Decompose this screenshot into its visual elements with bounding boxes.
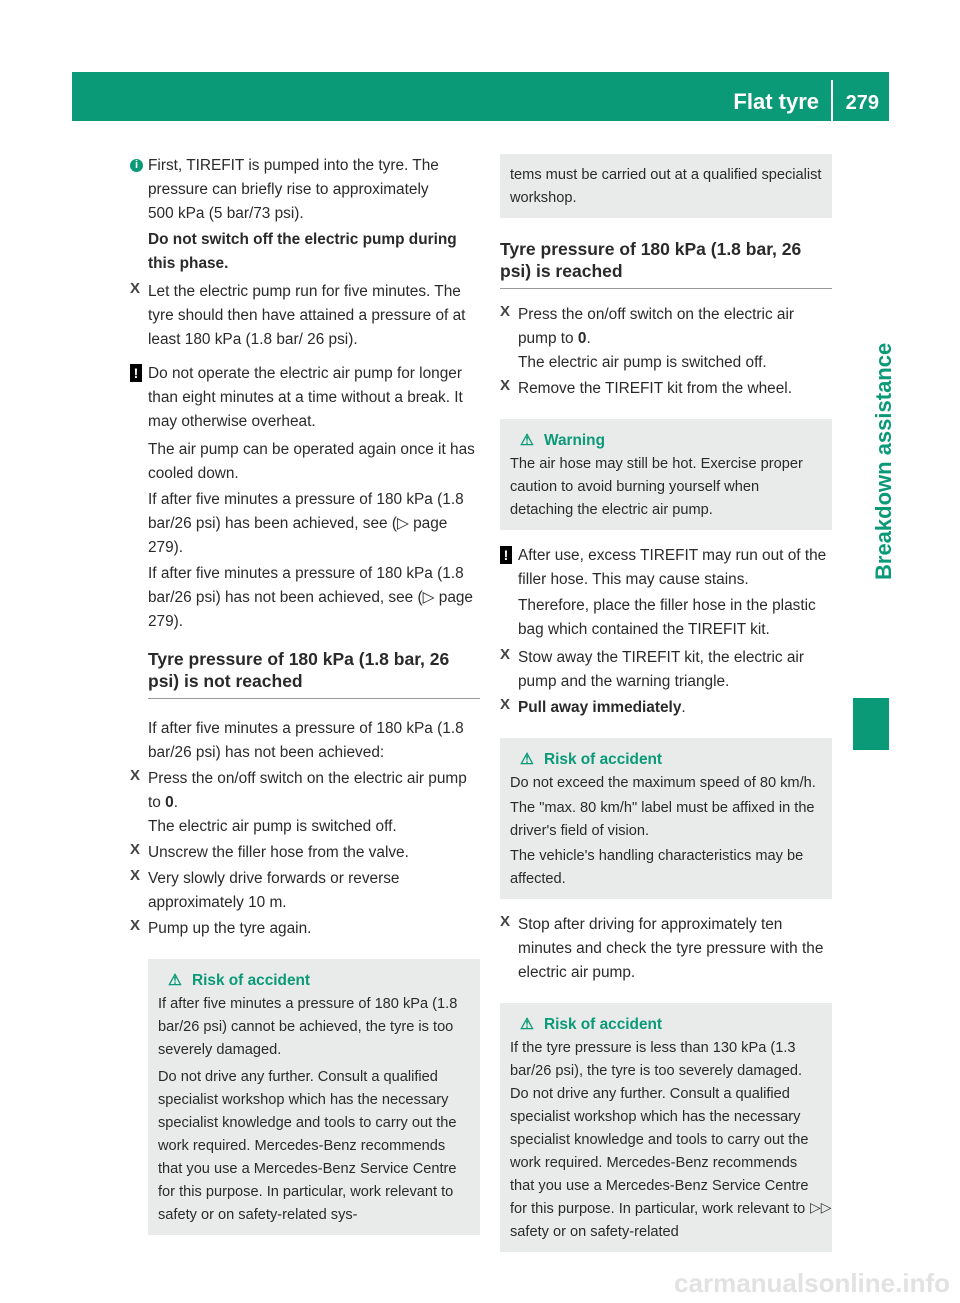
caution-text: Do not operate the electric air pump for longer than eight minutes at a time without a break. It may otherwise overheat.: [148, 365, 463, 430]
risk-box-header: [510, 1013, 824, 1037]
step-text: Press the on/off switch on the electric air pump to: [148, 770, 467, 811]
warning-box: [500, 419, 832, 530]
step-value: 0: [165, 794, 174, 811]
warning-triangle-icon: ⚠: [168, 972, 182, 989]
step-arrow-icon: X: [500, 913, 511, 930]
step-text: Stop after driving for approximately ten minutes and check the tyre pressure with the electric air pump.: [518, 916, 824, 981]
step-arrow-icon: X: [500, 696, 511, 713]
paragraph: If after five minutes a pressure of 180 kPa (1.8 bar/26 psi) has not been achieved, see (▷ page 279).: [148, 565, 473, 630]
step-item: [130, 917, 480, 941]
warning-box-text: The air hose may still be hot. Exercise proper caution to avoid burning yourself when detaching the electric air pump.: [510, 456, 803, 518]
warning-box-title: Warning: [544, 432, 605, 449]
step-item: [130, 841, 480, 865]
info-icon: i: [130, 159, 143, 172]
risk-box-text: The "max. 80 km/h" label must be affixed in the driver's field of vision.: [510, 800, 815, 839]
section-heading: Tyre pressure of 180 kPa (1.8 bar, 26 psi) is not reached: [148, 648, 480, 699]
step-value: 0: [577, 330, 587, 347]
risk-box-header: [158, 969, 472, 993]
step-item: [500, 377, 832, 401]
risk-box-title: Risk of accident: [192, 972, 311, 989]
step-text: Stow away the TIREFIT kit, the electric air pump and the warning triangle.: [518, 649, 804, 690]
risk-box-title: Risk of accident: [544, 751, 663, 768]
step-item: X Press the on/off switch on the electric air pump to 0. The electric air pump is switched off.: [500, 303, 832, 375]
risk-box-text: tems must be carried out at a qualified specialist workshop.: [510, 167, 822, 206]
paragraph: If after five minutes a pressure of 180 kPa (1.8 bar/26 psi) has been achieved, see (▷ page 279).: [148, 491, 464, 556]
step-arrow-icon: X: [130, 767, 141, 784]
risk-box-text: If after five minutes a pressure of 180 kPa (1.8 bar/26 psi) cannot be achieved, the tyre is too severely damaged.: [158, 996, 458, 1058]
risk-box-continued: [500, 154, 832, 218]
step-item: X Press the on/off switch on the electric air pump to 0. The electric air pump is switched off.: [130, 767, 480, 839]
step-arrow-icon: X: [130, 841, 141, 858]
risk-box-text: If the tyre pressure is less than 130 kPa (1.3 bar/26 psi), the tyre is too severely damaged. Do not drive any further. Consult a qualified specialist workshop which has the necessary specialist knowledge and tools to carry out the work required. Mercedes-Benz recommends that you use a Mercedes-Benz Service Centre for this purpose. In particular, work relevant to safety or on safety-related: [510, 1040, 809, 1240]
section-heading: Tyre pressure of 180 kPa (1.8 bar, 26 psi) is reached: [500, 238, 832, 289]
step-text: Very slowly drive forwards or reverse approximately 10 m.: [148, 870, 400, 911]
step-text: Pump up the tyre again.: [148, 920, 312, 937]
risk-box: [500, 1003, 832, 1252]
caution-text: After use, excess TIREFIT may run out of the filler hose. This may cause stains.: [518, 547, 827, 588]
risk-box: [148, 959, 480, 1235]
exclamation-icon: !: [130, 364, 142, 382]
header-separator: [831, 80, 833, 121]
step-item: X Pull away immediately.: [500, 696, 686, 716]
info-bold: Do not switch off the electric pump during this phase.: [148, 231, 457, 272]
caution-text-2: Therefore, place the filler hose in the plastic bag which contained the TIREFIT kit.: [518, 597, 816, 638]
right-column: [500, 154, 832, 1252]
step-arrow-icon: X: [500, 377, 511, 394]
continue-arrows: ▷▷: [810, 1199, 832, 1215]
step-item: [500, 913, 832, 985]
risk-box-text: Do not drive any further. Consult a qualified specialist workshop which has the necessary specialist knowledge and tools to carry out the work required. Mercedes-Benz recommends that you use a Mercedes-Benz Service Centre for this purpose. In particular, work relevant to safety or on safety-related sys-: [158, 1069, 457, 1223]
info-text-2: 500 kPa (5 bar/73 psi).: [148, 205, 304, 222]
paragraph: If after five minutes a pressure of 180 kPa (1.8 bar/26 psi) has not been achieved:: [148, 720, 464, 761]
step-text: Pull away immediately: [518, 699, 682, 716]
info-note: [130, 154, 480, 276]
warning-triangle-icon: ⚠: [520, 432, 534, 449]
caution-note: [130, 362, 480, 486]
page-header: [72, 72, 889, 121]
step-item: [130, 867, 480, 915]
risk-box-title: Risk of accident: [544, 1016, 663, 1033]
step-arrow-icon: X: [130, 280, 141, 297]
header-title: Flat tyre: [733, 89, 819, 114]
watermark: carmanualsonline.info: [674, 1268, 950, 1298]
page-number: 279: [845, 92, 879, 114]
step-arrow-icon: X: [130, 917, 141, 934]
warning-triangle-icon: ⚠: [520, 1016, 534, 1033]
risk-box-text: The vehicle's handling characteristics may be affected.: [510, 848, 804, 887]
left-column: [130, 154, 480, 1235]
step-item: [130, 280, 480, 352]
side-tab-block: [853, 698, 889, 750]
risk-box-header: [510, 748, 824, 772]
caution-text-2: The air pump can be operated again once it has cooled down.: [148, 441, 475, 482]
step-text: Remove the TIREFIT kit from the wheel.: [518, 380, 792, 397]
caution-note: [500, 544, 832, 642]
warning-box-header: [510, 429, 824, 453]
exclamation-icon: !: [500, 546, 512, 564]
step-arrow-icon: X: [130, 867, 141, 884]
side-tab-label: Breakdown assistance: [871, 342, 896, 580]
step-arrow-icon: X: [500, 303, 511, 320]
step-text: Press the on/off switch on the electric air pump to: [518, 306, 795, 347]
step-result: The electric air pump is switched off.: [518, 354, 767, 371]
step-arrow-icon: X: [500, 646, 511, 663]
step-result: The electric air pump is switched off.: [148, 818, 397, 835]
info-text: First, TIREFIT is pumped into the tyre. The pressure can briefly rise to approximately: [148, 157, 439, 198]
step-text: Unscrew the filler hose from the valve.: [148, 844, 409, 861]
risk-box-text: Do not exceed the maximum speed of 80 km/h.: [510, 775, 816, 791]
step-text: Let the electric pump run for five minutes. The tyre should then have attained a pressure of at least 180 kPa (1.8 bar/ 26 psi).: [148, 283, 466, 348]
step-item: [500, 646, 832, 694]
risk-box: [500, 738, 832, 899]
warning-triangle-icon: ⚠: [520, 751, 534, 768]
